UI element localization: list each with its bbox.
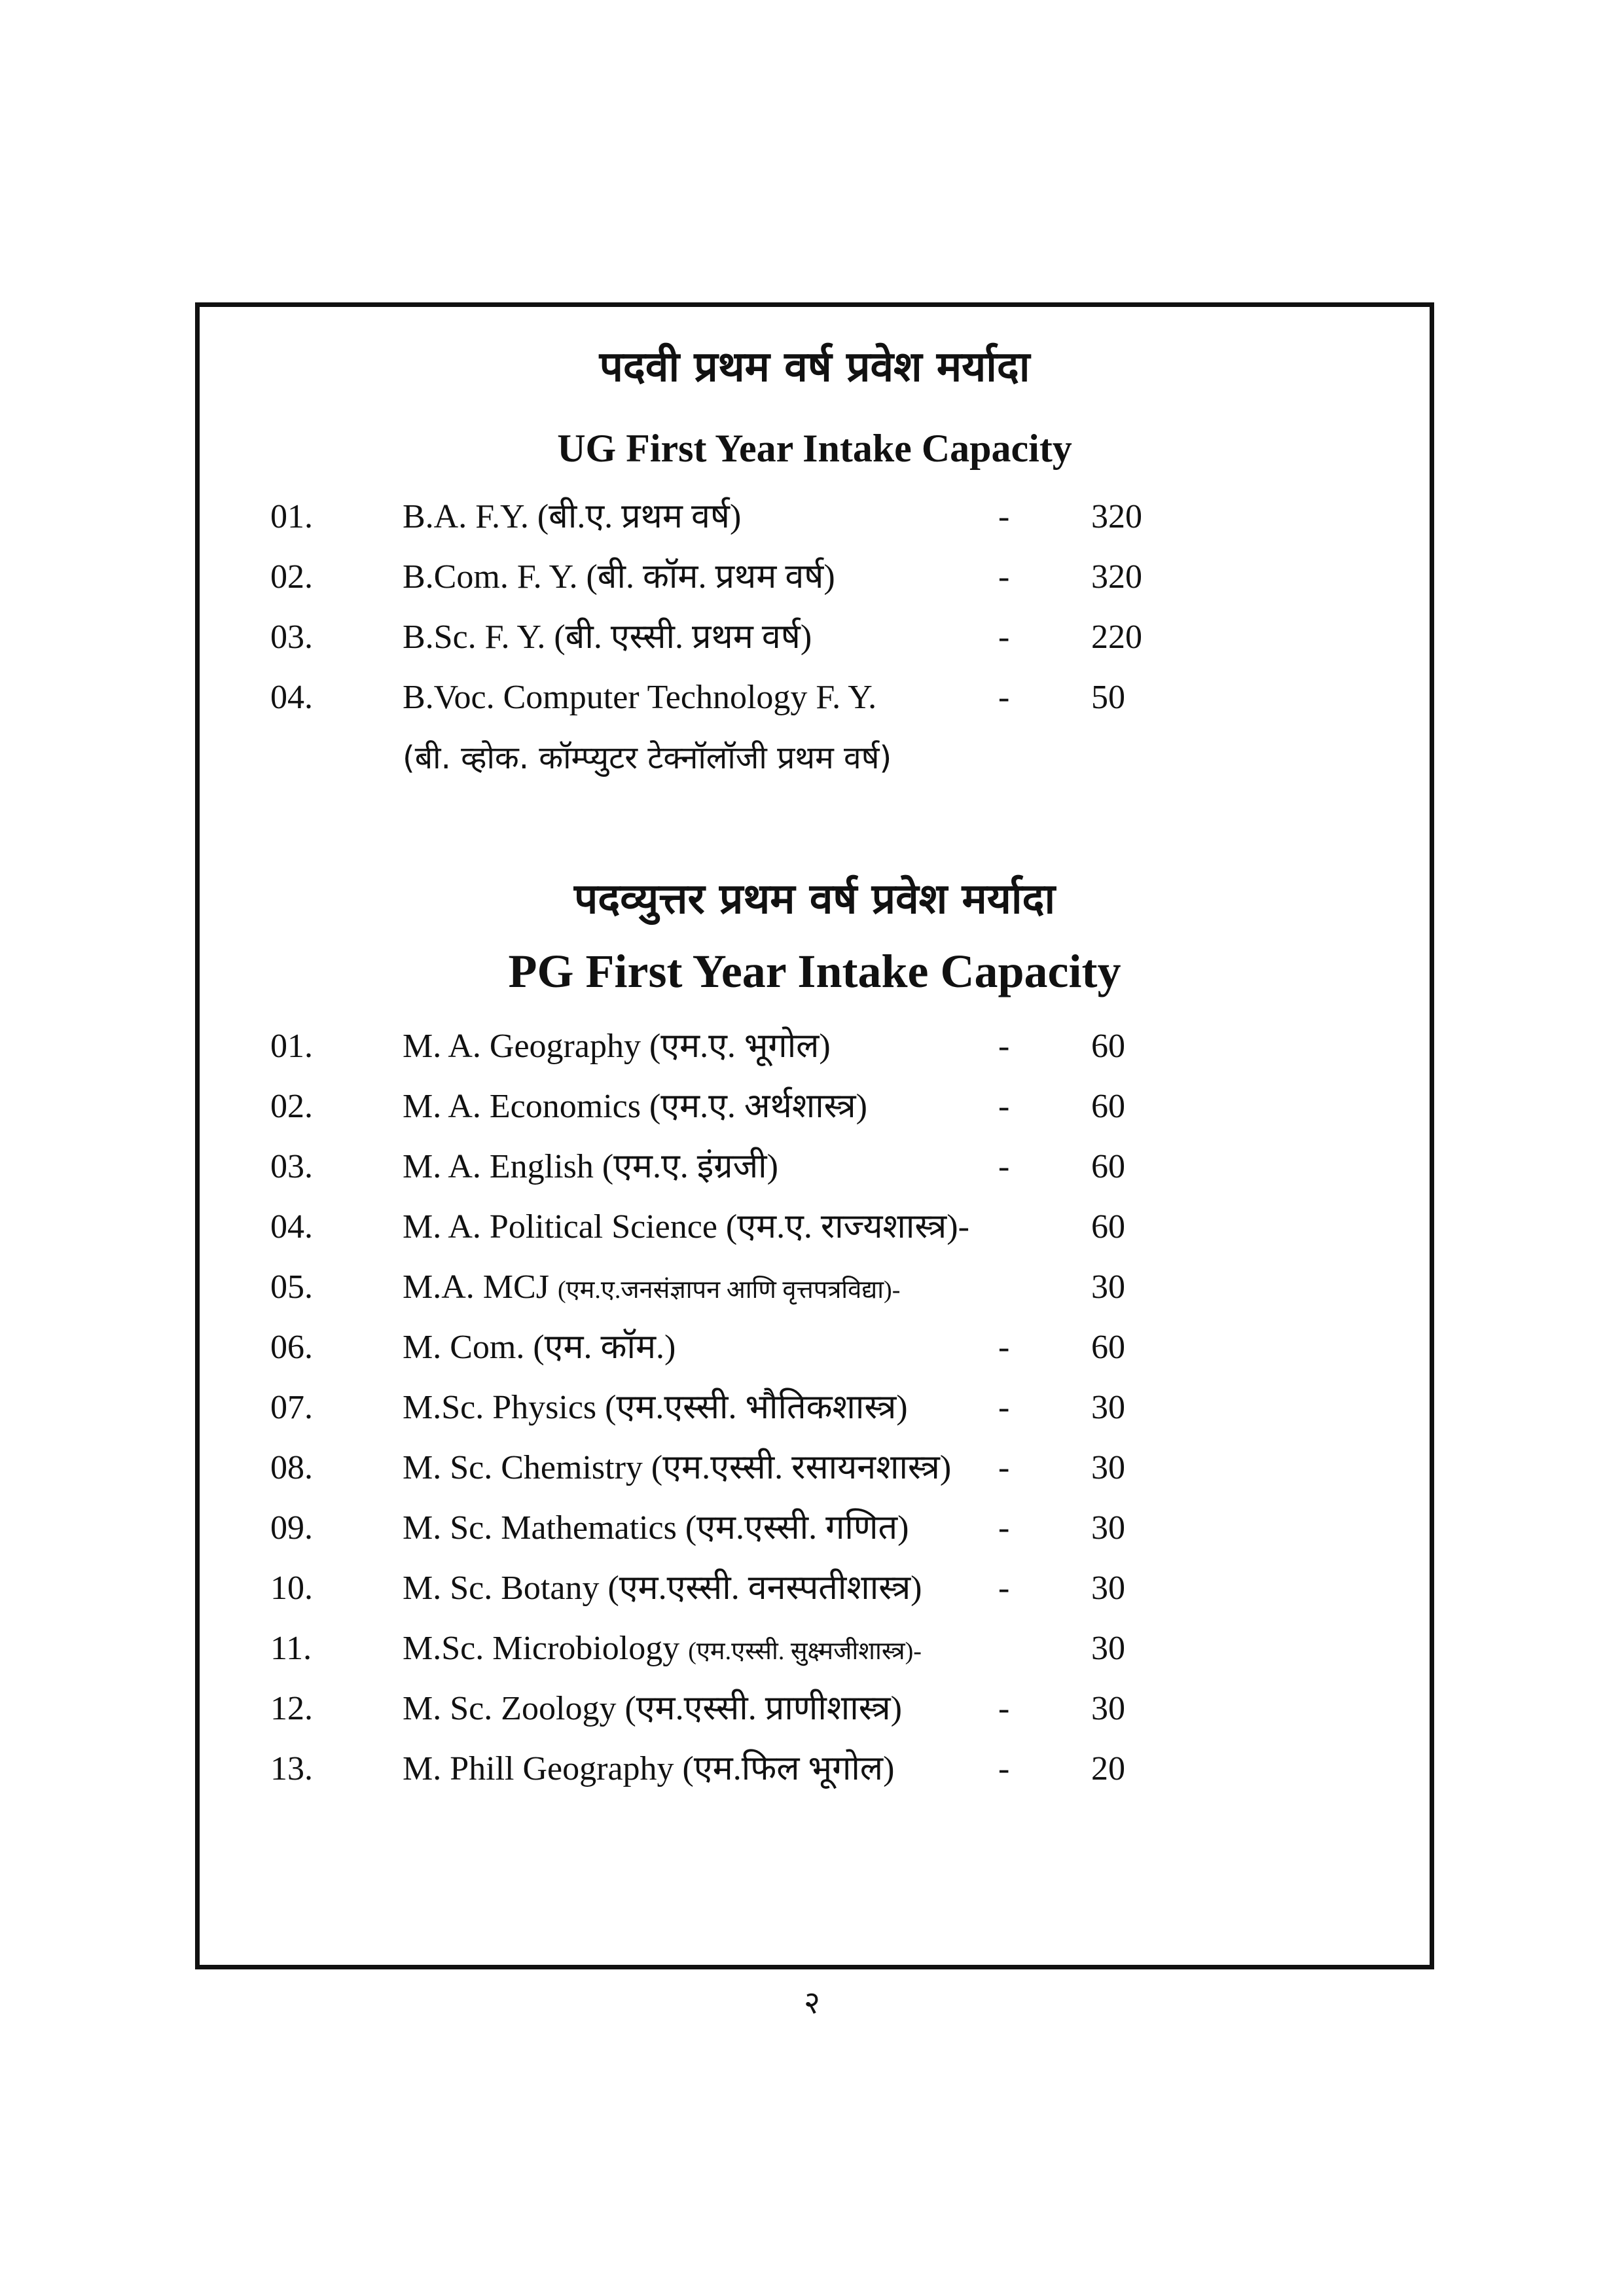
- row-number: 06.: [270, 1329, 313, 1366]
- ug-row: [200, 611, 1430, 664]
- pg-row: [200, 1743, 1430, 1795]
- course-name: M. Phill Geography (एम.फिल भूगोल): [403, 1750, 895, 1787]
- course-name-english: M.Sc. Microbiology: [403, 1630, 689, 1667]
- intake-count: 30: [1091, 1389, 1125, 1426]
- course-name-marathi: (एम.एस्सी. सुक्ष्मजीशास्त्र)-: [688, 1638, 922, 1665]
- course-name: [403, 1261, 900, 1316]
- pg-heading-english: PG First Year Intake Capacity: [508, 945, 1121, 997]
- row-number: 09.: [270, 1509, 313, 1547]
- course-name: M. A. Economics (एम.ए. अर्थशास्त्र): [403, 1088, 867, 1125]
- ug-row: [200, 491, 1430, 543]
- pg-row: [200, 1141, 1430, 1193]
- content-frame: [195, 302, 1434, 1969]
- course-name: M. A. Political Science (एम.ए. राज्यशास्त्र)-: [403, 1208, 969, 1246]
- intake-count: 60: [1091, 1088, 1125, 1125]
- course-name: M. Com. (एम. कॉम.): [403, 1329, 676, 1366]
- row-dash: -: [998, 1028, 1010, 1065]
- row-dash: -: [998, 1509, 1010, 1547]
- row-dash: -: [998, 498, 1010, 535]
- row-dash: -: [998, 1088, 1010, 1125]
- pg-row: [200, 1201, 1430, 1253]
- pg-row: [200, 1562, 1430, 1615]
- ug-row-subtext: [200, 732, 1430, 784]
- pg-row: [200, 1442, 1430, 1494]
- row-number: 03.: [270, 1148, 313, 1185]
- pg-row: [200, 1502, 1430, 1554]
- course-name: B.Sc. F. Y. (बी. एस्सी. प्रथम वर्ष): [403, 619, 812, 656]
- row-dash: -: [998, 1750, 1010, 1787]
- intake-count: 60: [1091, 1329, 1125, 1366]
- intake-count: 30: [1091, 1690, 1125, 1727]
- course-name: M. Sc. Zoology (एम.एस्सी. प्राणीशास्त्र): [403, 1690, 902, 1727]
- intake-count: 320: [1091, 498, 1142, 535]
- row-number: 10.: [270, 1570, 313, 1607]
- ug-row: [200, 672, 1430, 724]
- row-dash: -: [998, 558, 1010, 596]
- row-number: 01.: [270, 498, 313, 535]
- row-number: 05.: [270, 1268, 313, 1306]
- course-name: B.Com. F. Y. (बी. कॉम. प्रथम वर्ष): [403, 558, 835, 596]
- row-dash: -: [998, 619, 1010, 656]
- intake-count: 60: [1091, 1208, 1125, 1246]
- intake-count: 50: [1091, 679, 1125, 716]
- course-name-english: M.A. MCJ: [403, 1268, 558, 1306]
- intake-count: 30: [1091, 1570, 1125, 1607]
- intake-count: 60: [1091, 1028, 1125, 1065]
- pg-row: [200, 1020, 1430, 1073]
- row-number: 11.: [270, 1630, 312, 1667]
- row-dash: -: [998, 1570, 1010, 1607]
- row-number: 02.: [270, 1088, 313, 1125]
- row-number: 08.: [270, 1449, 313, 1486]
- row-dash: -: [998, 1389, 1010, 1426]
- ug-heading-marathi: पदवी प्रथम वर्ष प्रवेश मर्यादा: [599, 343, 1030, 391]
- course-name: M. A. English (एम.ए. इंग्रजी): [403, 1148, 778, 1185]
- course-name: M. Sc. Mathematics (एम.एस्सी. गणित): [403, 1509, 909, 1547]
- row-number: 04.: [270, 679, 313, 716]
- pg-row: [200, 1261, 1430, 1314]
- pg-row: [200, 1081, 1430, 1133]
- row-dash: -: [998, 1449, 1010, 1486]
- intake-count: 20: [1091, 1750, 1125, 1787]
- course-name-marathi: (एम.ए.जनसंज्ञापन आणि वृत्तपत्रविद्या)-: [557, 1276, 901, 1304]
- row-number: 03.: [270, 619, 313, 656]
- row-dash: -: [998, 1329, 1010, 1366]
- pg-row: [200, 1683, 1430, 1735]
- row-number: 07.: [270, 1389, 313, 1426]
- pg-heading-marathi: पदव्युत्तर प्रथम वर्ष प्रवेश मर्यादा: [573, 875, 1056, 924]
- intake-count: 30: [1091, 1449, 1125, 1486]
- page-number: २: [804, 1984, 820, 2021]
- course-name-marathi: (बी. व्होक. कॉम्प्युटर टेक्नॉलॉजी प्रथम वर्ष): [403, 740, 892, 776]
- pg-row: [200, 1382, 1430, 1434]
- intake-count: 30: [1091, 1268, 1125, 1306]
- row-number: 13.: [270, 1750, 313, 1787]
- row-dash: -: [998, 1690, 1010, 1727]
- course-name: M. A. Geography (एम.ए. भूगोल): [403, 1028, 831, 1065]
- row-number: 01.: [270, 1028, 313, 1065]
- intake-count: 30: [1091, 1509, 1125, 1547]
- course-name: [403, 1623, 922, 1677]
- course-name: B.Voc. Computer Technology F. Y.: [403, 679, 877, 716]
- ug-heading-english: UG First Year Intake Capacity: [557, 427, 1072, 470]
- course-name: M. Sc. Chemistry (एम.एस्सी. रसायनशास्त्र): [403, 1449, 952, 1486]
- row-dash: -: [998, 679, 1010, 716]
- intake-count: 60: [1091, 1148, 1125, 1185]
- pg-row: [200, 1321, 1430, 1374]
- course-name: B.A. F.Y. (बी.ए. प्रथम वर्ष): [403, 498, 742, 535]
- row-number: 12.: [270, 1690, 313, 1727]
- row-number: 02.: [270, 558, 313, 596]
- intake-count: 220: [1091, 619, 1142, 656]
- intake-count: 30: [1091, 1630, 1125, 1667]
- row-number: 04.: [270, 1208, 313, 1246]
- pg-row: [200, 1623, 1430, 1675]
- ug-row: [200, 551, 1430, 603]
- course-name: M.Sc. Physics (एम.एस्सी. भौतिकशास्त्र): [403, 1389, 908, 1426]
- row-dash: -: [998, 1148, 1010, 1185]
- intake-count: 320: [1091, 558, 1142, 596]
- course-name: M. Sc. Botany (एम.एस्सी. वनस्पतीशास्त्र): [403, 1570, 922, 1607]
